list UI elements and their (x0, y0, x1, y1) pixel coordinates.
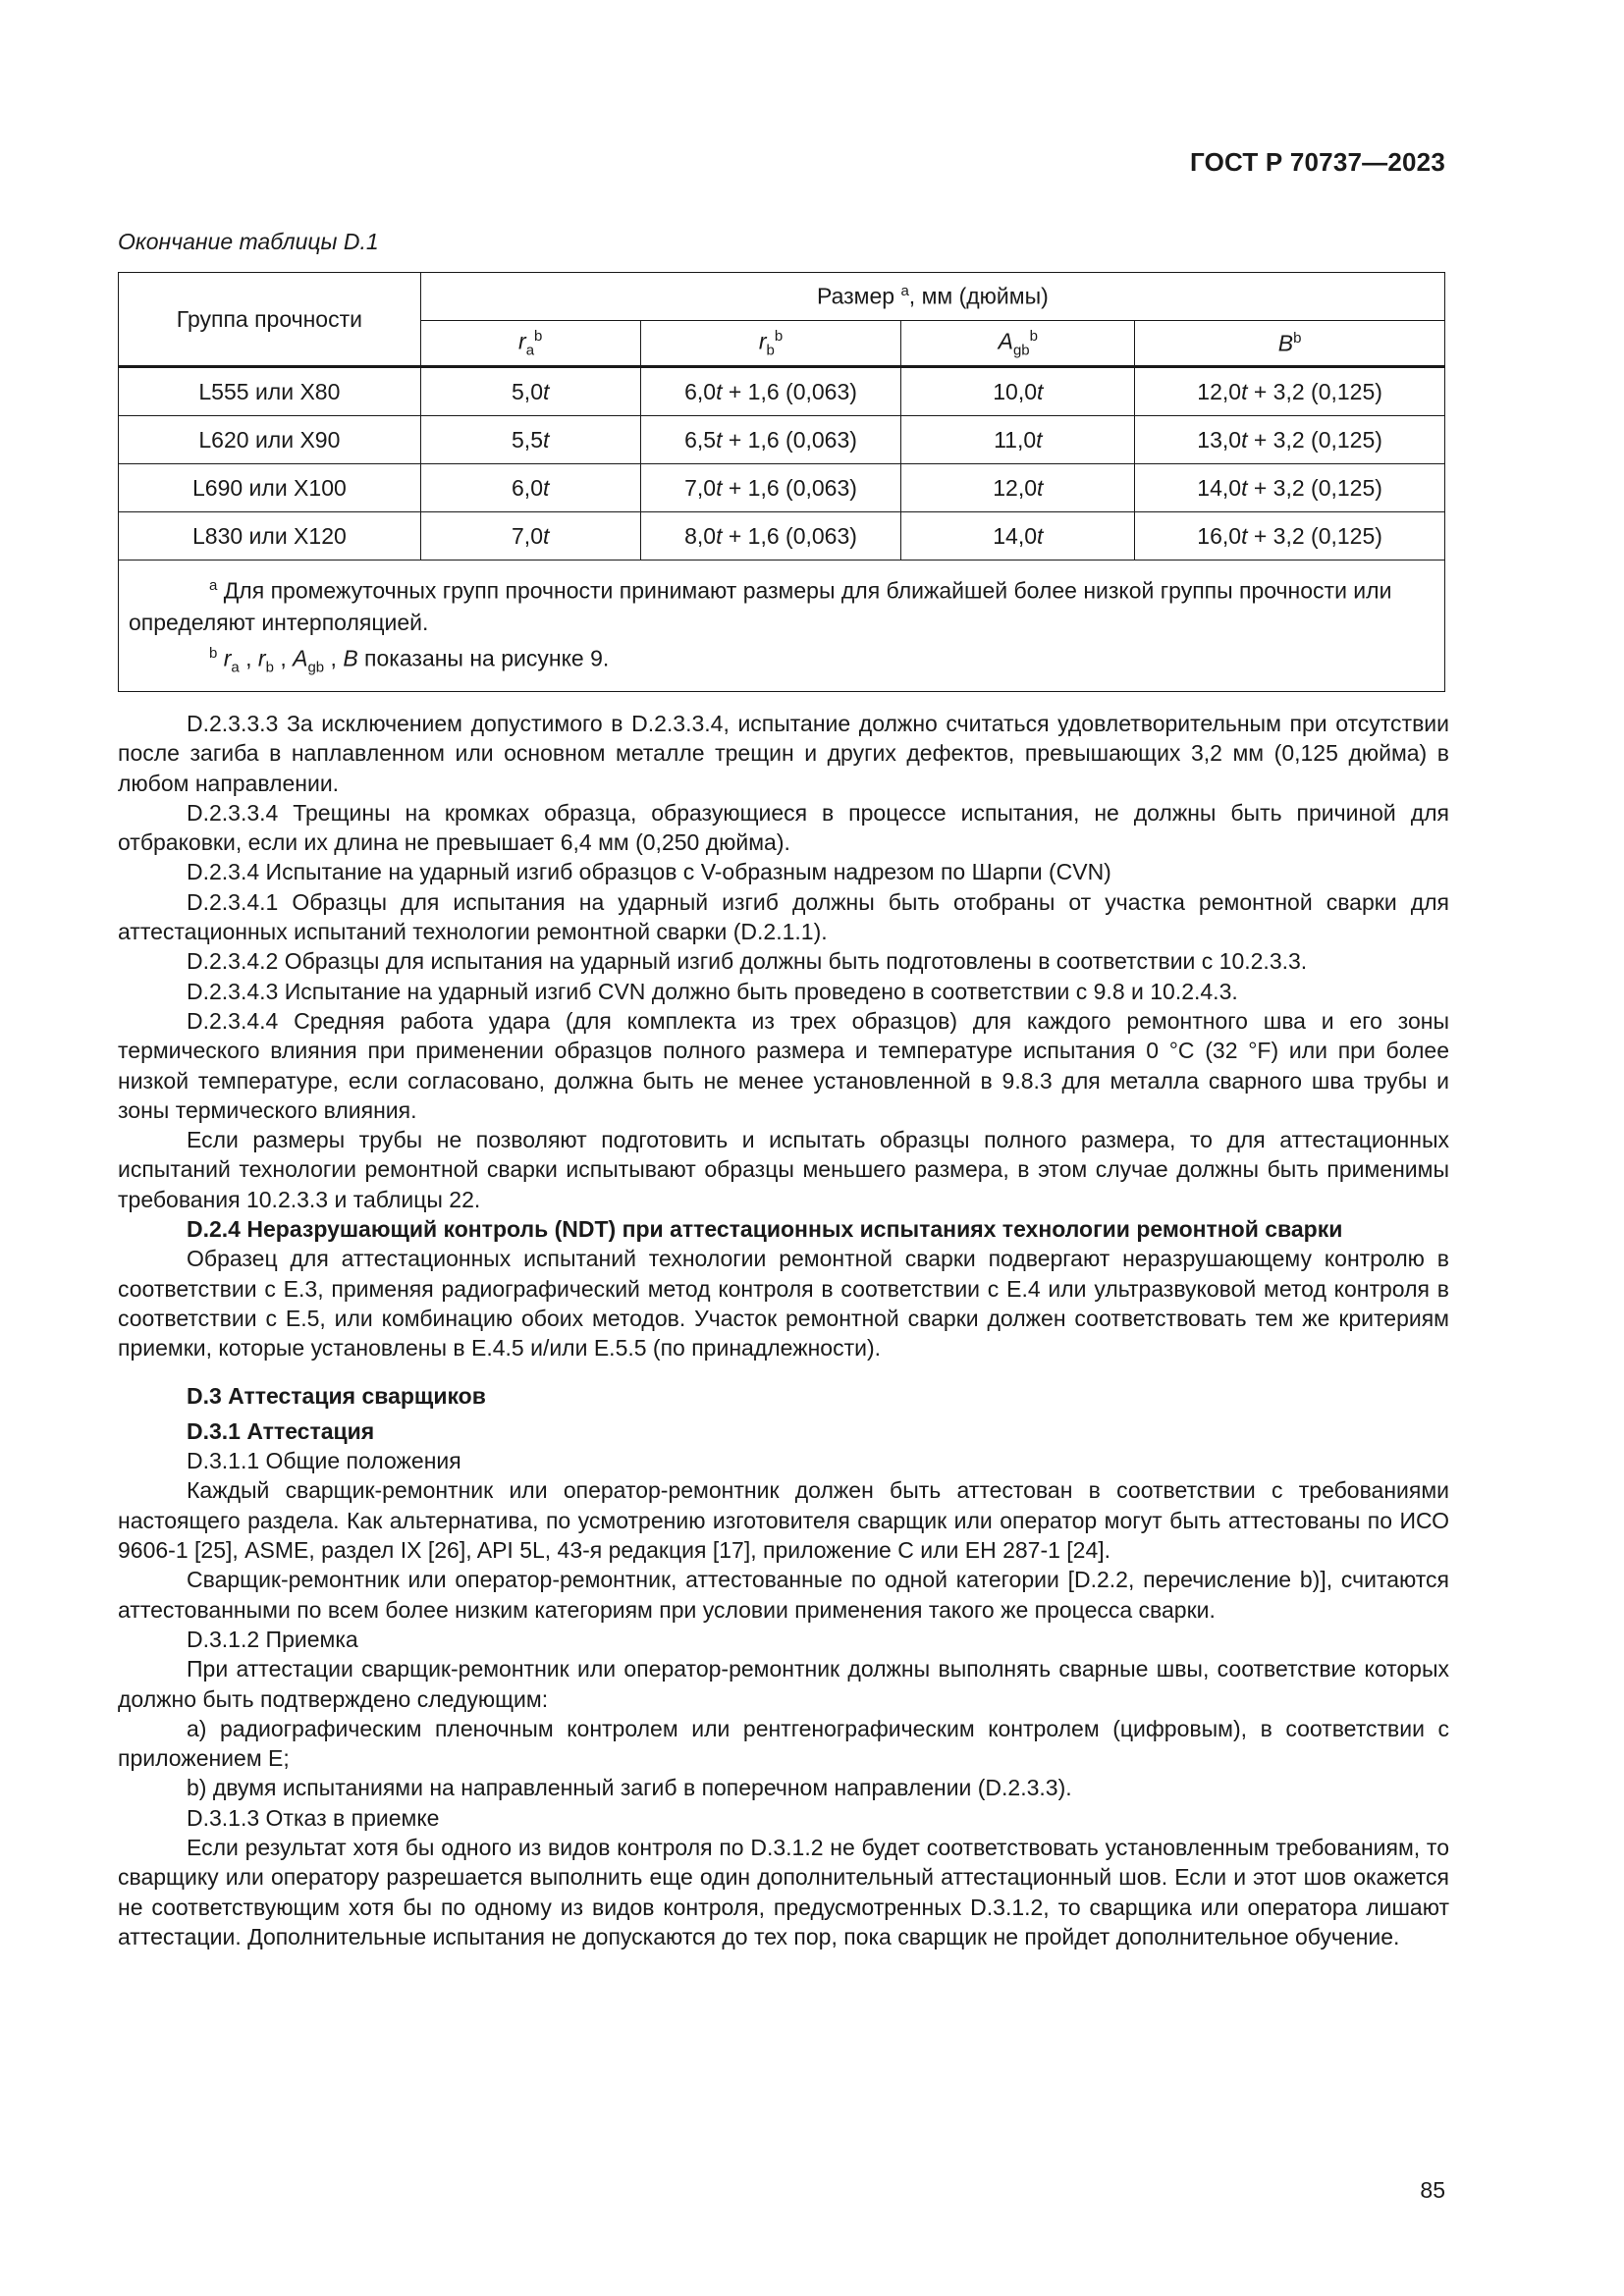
header-ra: $r_a^b$ (420, 321, 640, 367)
table-notes (119, 561, 1445, 692)
body-text (118, 709, 1449, 1951)
cell-b: 13,0t + 3,2 (0,125) (1135, 416, 1445, 464)
paragraph: Сварщик-ремонтник или оператор-ремонтник, аттестованные по одной категории [D.2.2, перечисление b)], считаются аттестованными по всем более низким категориям при условии применения такого же процесса сварки. (118, 1567, 1449, 1623)
cell-group: L690 или X100 (119, 464, 421, 512)
table-row (119, 367, 1445, 416)
header-rb: $r_b^b$ (640, 321, 901, 367)
paragraph: Каждый сварщик-ремонтник или оператор-ремонтник должен быть аттестован в соответствии с требованиями настоящего раздела. Как альтернатива, по усмотрению изготовителя сварщик или оператор могут быть аттестованы по ИСО 9606-1 [25], ASME, раздел IX [26], API 5L, 43-я редакция [17], приложение С или ЕН 287-1 [24]. (118, 1477, 1449, 1564)
cell-rb: 6,5t + 1,6 (0,063) (640, 416, 901, 464)
list-item: b) двумя испытаниями на направленный загиб в поперечном направлении (D.2.3.3). (187, 1775, 1072, 1801)
paragraph: Если размеры трубы не позволяют подготовить и испытать образцы полного размера, то для аттестационных испытаний технологии ремонтной сварки испытывают образцы меньшего размера, в этом случае должны быть применимы требования 10.2.3.3 и таблицы 22. (118, 1127, 1449, 1212)
cell-agb: 14,0t (901, 512, 1135, 561)
cell-rb: 6,0t + 1,6 (0,063) (640, 367, 901, 416)
paragraph: D.2.3.4.2 Образцы для испытания на ударный изгиб должны быть подготовлены в соответствии с 10.2.3.3. (187, 948, 1308, 975)
cell-b: 12,0t + 3,2 (0,125) (1135, 367, 1445, 416)
header-strength-group: Группа прочности (119, 273, 421, 367)
cell-agb: 12,0t (901, 464, 1135, 512)
table-caption: Окончание таблицы D.1 (118, 229, 379, 254)
cell-ra: 7,0t (420, 512, 640, 561)
paragraph: Образец для аттестационных испытаний технологии ремонтной сварки подвергают неразрушающему контролю в соответствии с Е.3, применяя радиографический метод контроля в соответствии с Е.4 или ультразвуковой метод контроля в соответствии с Е.5, или комбинацию обоих методов. Участок ремонтной сварки должен соответствовать тем же критериям приемки, которые установлены в Е.4.5 и/или Е.5.5 (по принадлежности). (118, 1246, 1449, 1362)
section-heading-d24: D.2.4 Неразрушающий контроль (NDT) при аттестационных испытаниях технологии ремонтной сварки (187, 1216, 1343, 1243)
cell-ra: 5,0t (420, 367, 640, 416)
cell-b: 16,0t + 3,2 (0,125) (1135, 512, 1445, 561)
cell-rb: 8,0t + 1,6 (0,063) (640, 512, 901, 561)
paragraph: D.3.1.3 Отказ в приемке (187, 1804, 440, 1831)
list-item: a) радиографическим пленочным контролем или рентгенографическим контролем (цифровым), в соответствии с приложением Е; (118, 1715, 1449, 1772)
paragraph: D.2.3.3.3 За исключением допустимого в D.2.3.3.4, испытание должно считаться удовлетворительным при отсутствии после загиба в наплавленном или основном металле трещин и других дефектов, превышающих 3,2 мм (0,125 дюйма) в любом направлении. (118, 711, 1449, 796)
paragraph: При аттестации сварщик-ремонтник или оператор-ремонтник должны выполнять сварные швы, соответствие которых должно быть подтверждено следующим: (118, 1656, 1449, 1712)
paragraph: Если результат хотя бы одного из видов контроля по D.3.1.2 не будет соответствовать установленным требованиям, то сварщику или оператору разрешается выполнить еще один дополнительный аттестационный шов. Если и этот шов окажется не соответствующим хотя бы по одному из видов контроля, предусмотренных D.3.1.2, то сварщика или оператора лишают аттестации. Дополнительные испытания не допускаются до тех пор, пока сварщик не пройдет дополнительное обучение. (118, 1834, 1449, 1949)
paragraph: D.3.1.2 Приемка (187, 1626, 358, 1652)
page-number: 85 (1420, 2177, 1445, 2203)
footnote-b: $^b$ $r_a$ , $r_b$ , $A_{gb}$ , B показаны на рисунке 9. (209, 644, 610, 675)
paragraph: D.2.3.4 Испытание на ударный изгиб образцов с V-образным надрезом по Шарпи (CVN) (187, 859, 1111, 885)
cell-rb: 7,0t + 1,6 (0,063) (640, 464, 901, 512)
paragraph: D.2.3.4.3 Испытание на ударный изгиб CVN должно быть проведено в соответствии с 9.8 и 10.2.4.3. (187, 978, 1238, 1004)
cell-group: L830 или X120 (119, 512, 421, 561)
cell-ra: 6,0t (420, 464, 640, 512)
header-size: Размер $^a$, мм (дюймы) (420, 273, 1444, 321)
footnote-a: $^a$ Для промежуточных групп прочности принимают размеры для ближайшей более низкой группы прочности или определяют интерполяцией. (129, 577, 1392, 635)
section-heading-d31: D.3.1 Аттестация (187, 1417, 375, 1444)
strength-group-table (118, 272, 1445, 692)
header-agb: $A_{gb}^b$ (901, 321, 1135, 367)
document-header: ГОСТ Р 70737—2023 (1190, 147, 1445, 177)
cell-ra: 5,5t (420, 416, 640, 464)
paragraph: D.2.3.4.1 Образцы для испытания на ударный изгиб должны быть отобраны от участка ремонтной сварки для аттестационных испытаний технологии ремонтной сварки (D.2.1.1). (118, 888, 1449, 945)
section-heading-d3: D.3 Аттестация сварщиков (187, 1382, 486, 1409)
paragraph: D.2.3.3.4 Трещины на кромках образца, образующиеся в процессе испытания, не должны быть причиной для отбраковки, если их длина не превышает 6,4 мм (0,250 дюйма). (118, 799, 1449, 856)
table-row (119, 464, 1445, 512)
cell-b: 14,0t + 3,2 (0,125) (1135, 464, 1445, 512)
paragraph: D.3.1.1 Общие положения (187, 1448, 461, 1474)
cell-group: L555 или X80 (119, 367, 421, 416)
header-b: $B^b$ (1135, 321, 1445, 367)
cell-group: L620 или X90 (119, 416, 421, 464)
paragraph: D.2.3.4.4 Средняя работа удара (для комплекта из трех образцов) для каждого ремонтного шва и его зоны термического влияния при применении образцов полного размера и температуре испытания 0 °С (32 °F) или при более низкой температуре, если согласовано, должна быть не менее установленной в 9.8.3 для металла сварного шва трубы и зоны термического влияния. (118, 1007, 1449, 1123)
cell-agb: 10,0t (901, 367, 1135, 416)
table-row (119, 512, 1445, 561)
cell-agb: 11,0t (901, 416, 1135, 464)
table-row (119, 416, 1445, 464)
